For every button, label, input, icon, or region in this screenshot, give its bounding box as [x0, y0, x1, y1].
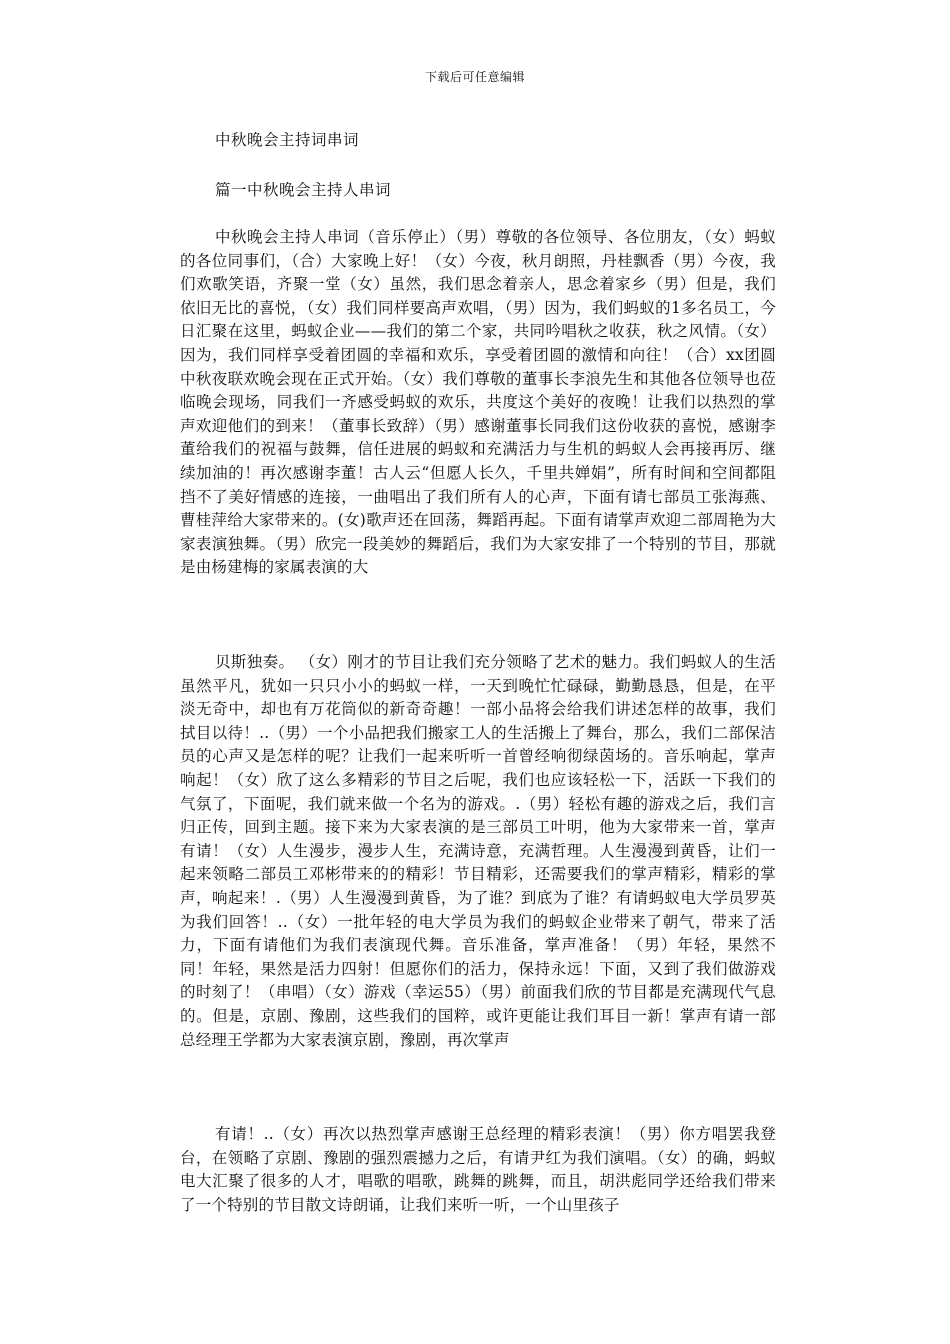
paragraph-1: 中秋晚会主持人串词（音乐停止）（男）尊敬的各位领导、各位朋友，（女）蚂蚁的各位同事们，（合）大家晚上好！（女）今夜，秋月朗照，丹桂飘香（男）今夜，我们欢歌笑语，齐聚一堂（女）虽然，我们思念着亲人，思念着家乡（男）但是，我们依旧无比的喜悦，（女）我们同样要高声欢唱，（男）因为，我们蚂蚁的1多名员工，今日汇聚在这里，蚂蚁企业——我们的第二个家，共同吟唱秋之收获，秋之风情。（女）因为，我们同样享受着团圆的幸福和欢乐，享受着团圆的激情和向往！（合）xx团圆中秋夜联欢晚会现在正式开始。（女）我们尊敬的董事长李浪先生和其他各位领导也莅临晚会现场，同我们一齐感受蚂蚁的欢乐，共度这个美好的夜晚！让我们以热烈的掌声欢迎他们的到来！（董事长致辞）（男）感谢董事长同我们这份收获的喜悦，感谢李董给我们的祝福与鼓舞，信任进展的蚂蚁和充满活力与生机的蚂蚁人会再接再厉、继续加油的！再次感谢李董！古人云“但愿人长久，千里共婵娟”，所有时间和空间都阻挡不了美好情感的连接，一曲唱出了我们所有人的心声，下面有请七部员工张海燕、曹桂萍给大家带来的。(女)歌声还在回荡，舞蹈再起。下面有请掌声欢迎二部周艳为大家表演独舞。（男）欣完一段美妙的舞蹈后，我们为大家安排了一个特别的节目，那就是由杨建梅的家属表演的大 — [180, 228, 776, 577]
download-note: 下载后可任意编辑 — [424, 70, 525, 84]
document-subtitle: 篇一中秋晚会主持人串词 — [215, 181, 392, 199]
paragraph-3: 有请！..（女）再次以热烈掌声感谢王总经理的精彩表演！（男）你方唱罢我登台，在领略了京剧、豫剧的强烈震撼力之后，有请尹红为我们演唱。（女）的确，蚂蚁电大汇聚了很多的人才，唱歌的唱歌，跳舞的跳舞，而且，胡洪彪同学还给我们带来了一个特别的节目散文诗朗诵，让我们来听一听，一个山里孩子 — [180, 1125, 776, 1214]
document-title: 中秋晚会主持词串词 — [215, 131, 360, 149]
paragraph-2: 贝斯独奏。 （女）刚才的节目让我们充分领略了艺术的魅力。我们蚂蚁人的生活虽然平凡，犹如一只只小小的蚂蚁一样，一天到晚忙忙碌碌，勤勤恳恳，但是，在平淡无奇中，却也有万花筒似的新奇奇趣！一部小品将会给我们讲述怎样的故事，我们拭目以待！..（男）一个小品把我们搬家工人的生活搬上了舞台，那么，我们二部保洁员的心声又是怎样的呢？让我们一起来听听一首曾经响彻绿茵场的。音乐响起，掌声响起！（女）欣了这么多精彩的节目之后呢，我们也应该轻松一下，活跃一下我们的气氛了，下面呢，我们就来做一个名为的游戏。.（男）轻松有趣的游戏之后，我们言归正传，回到主题。接下来为大家表演的是三部员工叶明，他为大家带来一首，掌声有请！（女）人生漫步，漫步人生，充满诗意，充满哲理。人生漫漫到黄昏，让们一起来领略二部员工邓彬带来的的精彩！节目精彩，还需要我们的掌声精彩，精彩的掌声，响起来！.（男）人生漫漫到黄昏，为了谁？到底为了谁？有请蚂蚁电大学员罗英为我们回答！..（女）一批年轻的电大学员为我们的蚂蚁企业带来了朝气，带来了活力，下面有请他们为我们表演现代舞。音乐准备，掌声准备！（男）年轻，果然不同！年轻，果然是活力四射！但愿你们的活力，保持永远！下面，又到了我们做游戏的时刻了！（串唱）（女）游戏（幸运55）（男）前面我们欣的节目都是充满现代气息的。但是，京剧、豫剧，这些我们的国粹，或许更能让我们耳目一新！掌声有请一部总经理王学都为大家表演京剧，豫剧，再次掌声 — [180, 653, 776, 1049]
